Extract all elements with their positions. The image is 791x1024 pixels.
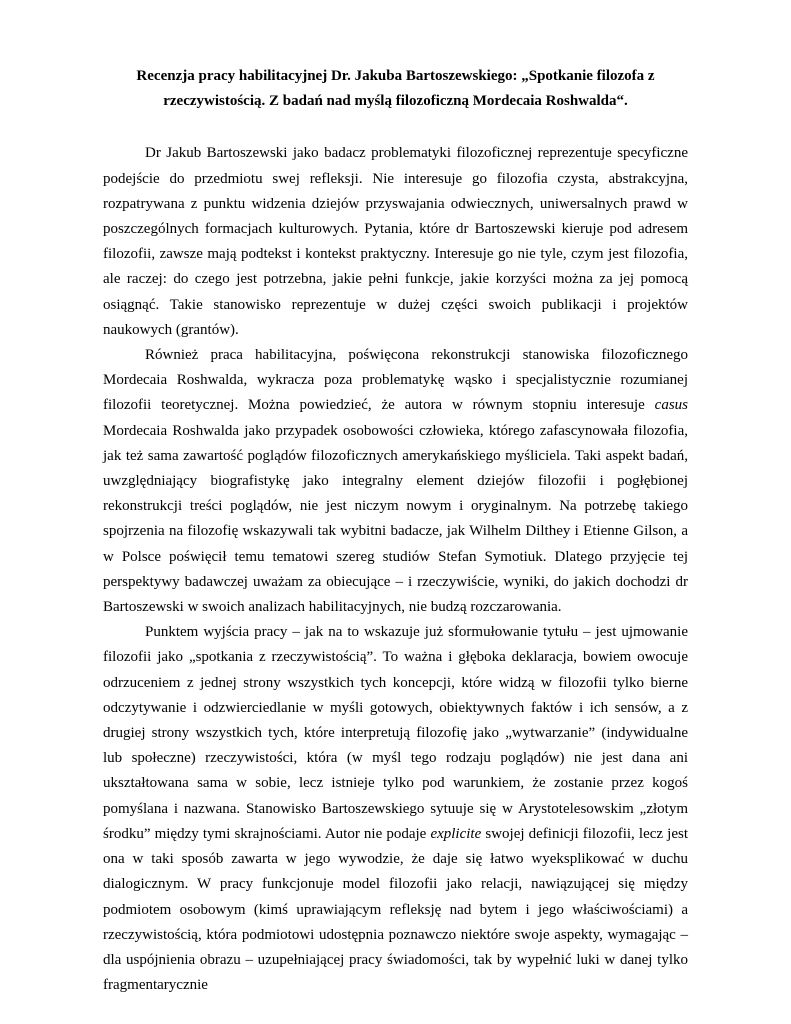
paragraph-2 bbox=[103, 343, 688, 620]
paragraph-1-text: Dr Jakub Bartoszewski jako badacz problematyki filozoficznej reprezentuje specyficzne podejście do przedmiotu swej refleksji. Nie interesuje go filozofia czysta, abstrakcyjna, rozpatrywana z punktu widzenia dziejów przyswajania odwiecznych, uniwersalnych prawd w poszczególnych formacjach kulturowych. Pytania, które dr Bartoszewski kieruje pod adresem filozofii, zawsze mają podtekst i kontekst praktyczny. Interesuje go nie tyle, czym jest filozofia, ale raczej: do czego jest potrzebna, jakie pełni funkcje, jakie korzyści można za jej pomocą osiągnąć. Takie stanowisko reprezentuje w dużej części swoich publikacji i projektów naukowych (grantów). bbox=[103, 145, 688, 338]
paragraph-3-text-start: Punktem wyjścia pracy – jak na to wskazuje już sformułowanie tytułu – jest ujmowanie filozofii jako „spotkania z rzeczywistością”. To ważna i głęboka deklaracja, bowiem owocuje odrzuceniem z jednej strony wszystkich tych koncepcji, które widzą w filozofii tylko bierne odczytywanie i odzwierciedlanie w myśli gotowych, obiektywnych faktów i ich sensów, a z drugiej strony wszystkich tych, które interpretują filozofię jako „wytwarzanie” (indywidualne lub społeczne) rzeczywistości, która (w myśl tego rodzaju poglądów) nie jest dana ani ukształtowana sama w sobie, lecz istnieje tylko pod warunkiem, że zostanie przez kogoś pomyślana i nazwana. Stanowisko Bartoszewskiego sytuuje się w Arystotelesowskim „złotym środku” między tymi skrajnościami. Autor nie podaje bbox=[103, 624, 688, 842]
document-page bbox=[103, 64, 688, 998]
paragraph-2-text-start: Również praca habilitacyjna, poświęcona rekonstrukcji stanowiska filozoficznego Mordecaia Roshwalda, wykracza poza problematykę wąsko i specjalistycznie rozumianej filozofii teoretycznej. Można powiedzieć, że autora w równym stopniu interesuje bbox=[103, 347, 688, 414]
paragraph-3-text-end: swojej definicji filozofii, lecz jest ona w taki sposób zawarta w jego wywodzie, że daje się łatwo wyeksplikować w duchu dialogicznym. W pracy funkcjonuje model filozofii jako relacji, nawiązującej się między podmiotem osobowym (kimś uprawiającym refleksję nad bytem i jego właściwościami) a rzeczywistością, która podmiotowi udostępnia poznawczo niektóre swoje aspekty, wymagając – dla uspójnienia obrazu – uzupełniającej pracy świadomości, tak by wypełnić luki w danej tylko fragmentarycznie bbox=[103, 825, 688, 994]
paragraph-3 bbox=[103, 620, 688, 998]
paragraph-3-emphasis: explicite bbox=[430, 825, 482, 842]
paragraph-1 bbox=[103, 141, 688, 343]
paragraph-2-text-end: Mordecaia Roshwalda jako przypadek osobowości człowieka, którego zafascynowała filozofia, jak też sama zawartość poglądów filozoficznych amerykańskiego myśliciela. Taki aspekt badań, uwzględniający biografistykę jako integralny element dziejów filozofii i pogłębionej rekonstrukcji treści poglądów, nie jest niczym nowym i oryginalnym. Na potrzebę takiego spojrzenia na filozofię wskazywali tak wybitni badacze, jak Wilhelm Dilthey i Etienne Gilson, a w Polsce poświęcił temu tematowi szereg studiów Stefan Symotiuk. Dlatego przyjęcie tej perspektywy badawczej uważam za obiecujące – i rzeczywiście, wyniki, do jakich dochodzi dr Bartoszewski w swoich analizach habilitacyjnych, nie budzą rozczarowania. bbox=[103, 422, 688, 616]
document-title: Recenzja pracy habilitacyjnej Dr. Jakuba Bartoszewskiego: „Spotkanie filozofa z rzeczywistością. Z badań nad myślą filozoficzną Mordecaia Roshwalda“. bbox=[136, 68, 655, 110]
document-body bbox=[103, 141, 688, 998]
paragraph-2-emphasis: casus bbox=[654, 397, 688, 414]
